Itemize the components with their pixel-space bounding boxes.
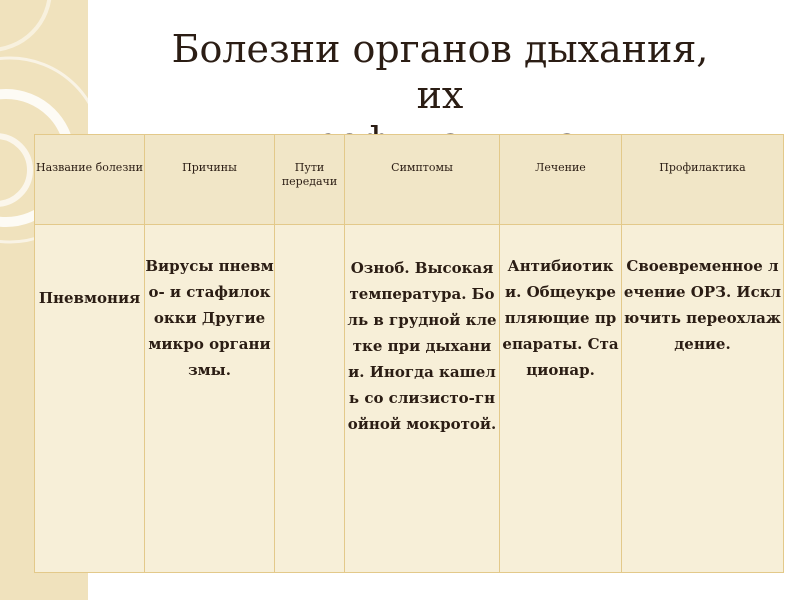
slide-title-line-1: Болезни органов дыхания, их — [171, 27, 709, 117]
header-causes: Причины — [145, 135, 275, 225]
cell-treatment: Антибиотики. Общеукрепляющие препараты. Стационар. — [500, 225, 622, 573]
decor-ring-top — [0, 0, 50, 50]
disease-table — [34, 134, 784, 573]
cell-disease-name: Пневмония — [35, 225, 145, 573]
header-prevention: Профилактика — [622, 135, 784, 225]
header-symptoms: Симптомы — [345, 135, 500, 225]
decor-ring-small — [0, 136, 30, 204]
header-disease-name: Название болезни — [35, 135, 145, 225]
table-row — [35, 225, 784, 573]
cell-transmission — [275, 225, 345, 573]
table-header-row — [35, 135, 784, 225]
header-transmission: Пути передачи — [275, 135, 345, 225]
cell-prevention: Своевременное лечение ОРЗ. Исключить переохлаждение. — [622, 225, 784, 573]
cell-causes: Вирусы пневмо- и стафилококки Другие микро организмы. — [145, 225, 275, 573]
header-treatment: Лечение — [500, 135, 622, 225]
cell-symptoms: Озноб. Высокая температура. Боль в грудной клетке при дыхании. Иногда кашель со слизисто-гнойной мокротой. — [345, 225, 500, 573]
